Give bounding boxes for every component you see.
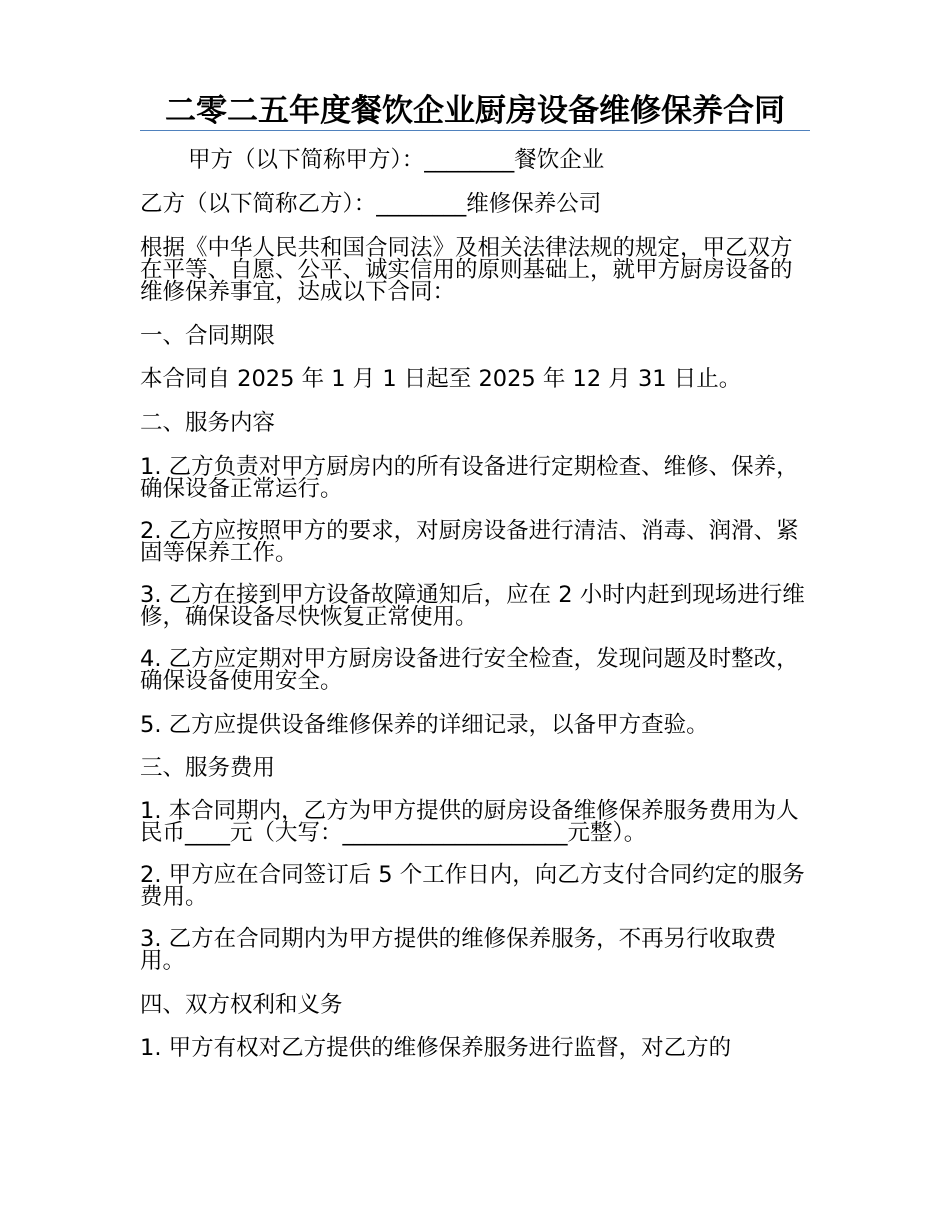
service-item-2: 2. 乙方应按照甲方的要求，对厨房设备进行清洁、消毒、润滑、紧固等保养工作。 xyxy=(140,518,799,566)
service-item-4: 4. 乙方应定期对甲方厨房设备进行安全检查，发现问题及时整改，确保设备使用安全。 xyxy=(140,646,799,694)
party-b-line: 乙方（以下简称乙方）：________维修保养公司 xyxy=(140,191,602,217)
service-item-5: 5. 乙方应提供设备维修保养的详细记录，以备甲方查验。 xyxy=(140,712,709,738)
fee-item-3: 3. 乙方在合同期内为甲方提供的维修保养服务，不再另行收取费用。 xyxy=(140,926,777,974)
party-a-line: 甲方（以下简称甲方）：________餐饮企业 xyxy=(188,147,605,173)
term-paragraph: 本合同自 2025 年 1 月 1 日起至 2025 年 12 月 31 日止。 xyxy=(140,366,742,392)
document-title: 二零二五年度餐饮企业厨房设备维修保养合同 xyxy=(165,93,785,129)
section-heading-term: 一、合同期限 xyxy=(140,323,276,349)
fee-item-1: 1. 本合同期内，乙方为甲方提供的厨房设备维修保养服务费用为人民币____元（大写：____________________元整）。 xyxy=(140,798,799,846)
title-underline xyxy=(140,130,810,131)
preamble-paragraph: 根据《中华人民共和国合同法》及相关法律法规的规定，甲乙双方在平等、自愿、公平、诚实信用的原则基础上，就甲方厨房设备的维修保养事宜，达成以下合同： xyxy=(140,235,793,305)
section-heading-rights: 四、双方权利和义务 xyxy=(140,992,343,1018)
service-item-3: 3. 乙方在接到甲方设备故障通知后，应在 2 小时内赶到现场进行维修，确保设备尽快恢复正常使用。 xyxy=(140,582,805,630)
service-item-1: 1. 乙方负责对甲方厨房内的所有设备进行定期检查、维修、保养，确保设备正常运行。 xyxy=(140,454,799,502)
rights-item-1: 1. 甲方有权对乙方提供的维修保养服务进行监督，对乙方的 xyxy=(140,1035,732,1061)
section-heading-services: 二、服务内容 xyxy=(140,410,276,436)
fee-item-2: 2. 甲方应在合同签订后 5 个工作日内，向乙方支付合同约定的服务费用。 xyxy=(140,862,805,910)
section-heading-fees: 三、服务费用 xyxy=(140,755,276,781)
document-page xyxy=(140,93,810,1061)
